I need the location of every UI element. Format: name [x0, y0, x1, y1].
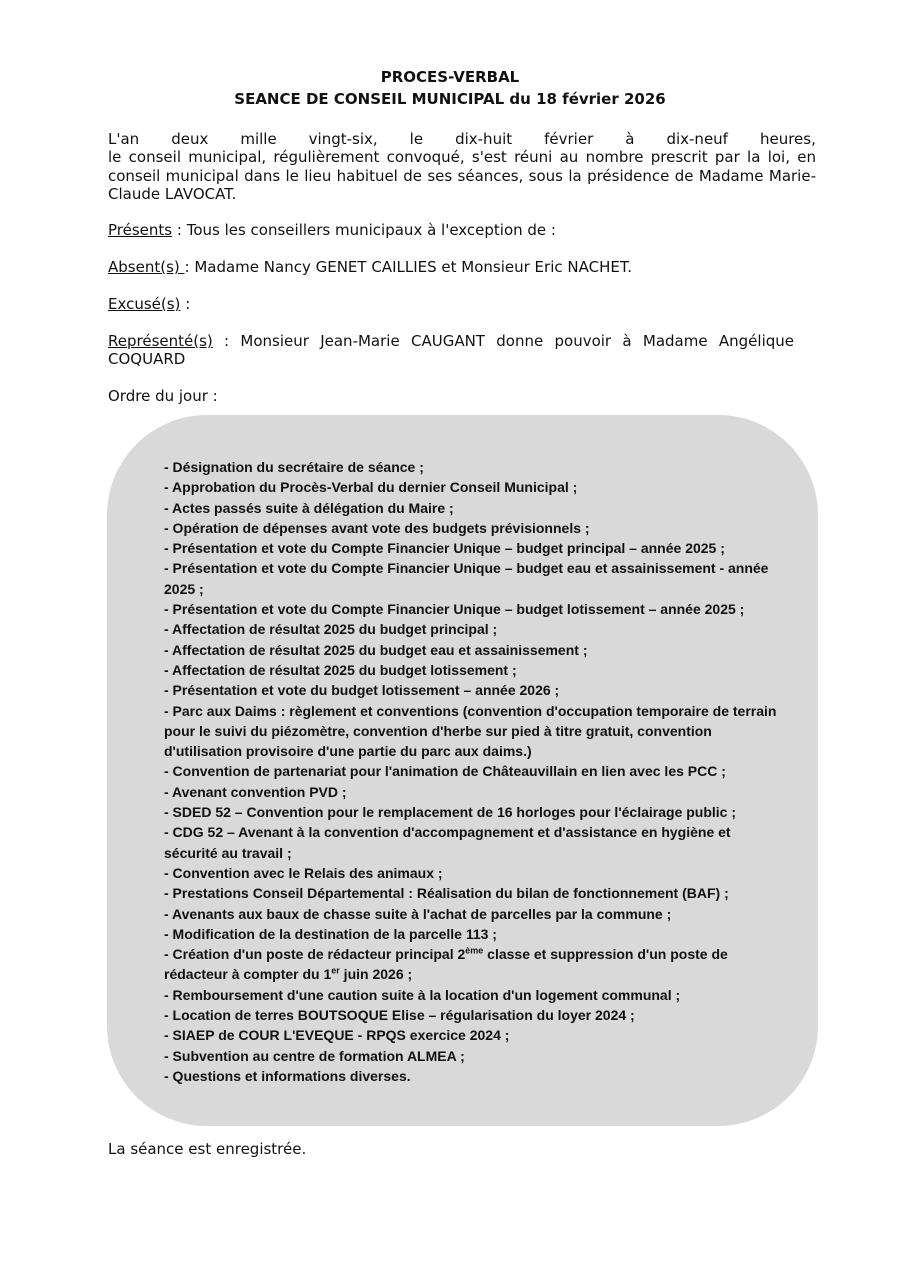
- agenda-item: - Parc aux Daims : règlement et conventions (convention d'occupation temporaire de terrain pour le suivi du piézomètre, convention d'herbe sur pied à titre gratuit, convention d'utilisation provisoire d'une partie du parc aux daims.): [164, 702, 777, 760]
- intro-paragraph: [108, 130, 816, 203]
- agenda-item: - Location de terres BOUTSOQUE Elise – régularisation du loyer 2024 ;: [164, 1007, 635, 1024]
- excuses-line: [108, 295, 798, 313]
- presents-line: [108, 221, 798, 239]
- intro-first-line: [108, 130, 816, 148]
- intro-word: dix-neuf: [666, 130, 728, 148]
- agenda-item: - Questions et informations diverses.: [164, 1067, 411, 1084]
- intro-word: février: [544, 130, 594, 148]
- closing-statement: La séance est enregistrée.: [108, 1140, 307, 1158]
- redacteur-text-3: juin 2026 ;: [339, 966, 413, 983]
- redacteur-text-1: - Création d'un poste de rédacteur principal 2: [164, 946, 466, 963]
- agenda-item: - Prestations Conseil Départemental : Réalisation du bilan de fonctionnement (BAF) ;: [164, 885, 729, 902]
- intro-rest: le conseil municipal, régulièrement convoqué, s'est réuni au nombre prescrit par la loi, en conseil municipal dans le lieu habituel de ses séances, sous la présidence de Madame Marie-Claude LAVOCAT.: [108, 148, 816, 203]
- intro-word: vingt-six,: [308, 130, 378, 148]
- presents-text: : Tous les conseillers municipaux à l'exception de :: [172, 221, 556, 239]
- representes-text: : Monsieur Jean-Marie CAUGANT donne pouvoir à Madame Angélique COQUARD: [108, 332, 794, 369]
- agenda-item: - Présentation et vote du Compte Financier Unique – budget eau et assainissement - année 2025 ;: [164, 560, 769, 597]
- agenda-item: - Remboursement d'une caution suite à la location d'un logement communal ;: [164, 986, 681, 1003]
- agenda-item: - Convention avec le Relais des animaux ;: [164, 864, 443, 881]
- intro-word: mille: [240, 130, 277, 148]
- agenda-item: - Avenant convention PVD ;: [164, 783, 347, 800]
- agenda-item: - Présentation et vote du Compte Financier Unique – budget lotissement – année 2025 ;: [164, 601, 745, 618]
- redacteur-text-2: classe et suppression d'un poste de rédacteur à compter du 1: [164, 946, 728, 983]
- agenda-item: - Avenants aux baux de chasse suite à l'achat de parcelles par la commune ;: [164, 905, 672, 922]
- intro-word: deux: [171, 130, 209, 148]
- agenda-item: - Affectation de résultat 2025 du budget principal ;: [164, 621, 498, 638]
- presents-label: Présents: [108, 221, 173, 239]
- agenda-item: - Présentation et vote du Compte Financier Unique – budget principal – année 2025 ;: [164, 540, 725, 557]
- absents-label: Absent(s): [108, 258, 185, 276]
- intro-word: dix-huit: [455, 130, 513, 148]
- redacteur-sup-2: er: [331, 965, 340, 976]
- agenda-item-redacteur: [164, 944, 784, 985]
- agenda-item: - Affectation de résultat 2025 du budget eau et assainissement ;: [164, 641, 588, 658]
- agenda-item: - SDED 52 – Convention pour le remplacement de 16 horloges pour l'éclairage public ;: [164, 804, 737, 821]
- agenda-list: [164, 457, 784, 1086]
- agenda-item: - Approbation du Procès-Verbal du dernier Conseil Municipal ;: [164, 479, 578, 496]
- excuses-text: :: [180, 295, 191, 313]
- agenda-item: - Affectation de résultat 2025 du budget lotissement ;: [164, 661, 517, 678]
- agenda-item: - Convention de partenariat pour l'animation de Châteauvillain en lien avec les PCC ;: [164, 763, 726, 780]
- redacteur-sup-1: ème: [465, 945, 484, 956]
- agenda-item: - Subvention au centre de formation ALMEA ;: [164, 1047, 465, 1064]
- agenda-item: - Présentation et vote du budget lotissement – année 2026 ;: [164, 682, 560, 699]
- agenda-item: - Actes passés suite à délégation du Maire ;: [164, 499, 454, 516]
- absents-line: [108, 258, 798, 276]
- intro-word: L'an: [108, 130, 140, 148]
- document-title: PROCES-VERBAL: [380, 68, 520, 86]
- ordre-du-jour-label: Ordre du jour :: [108, 387, 218, 405]
- agenda-item: - Modification de la destination de la parcelle 113 ;: [164, 925, 497, 942]
- agenda-item: - CDG 52 – Avenant à la convention d'accompagnement et d'assistance en hygiène et sécurité au travail ;: [164, 824, 731, 861]
- document-subtitle: SEANCE DE CONSEIL MUNICIPAL du 18 février 2026: [234, 90, 666, 108]
- representes-label: Représenté(s): [108, 332, 213, 350]
- agenda-item: - Opération de dépenses avant vote des budgets prévisionnels ;: [164, 519, 590, 536]
- excuses-label: Excusé(s): [108, 295, 181, 313]
- agenda-item: - Désignation du secrétaire de séance ;: [164, 459, 424, 475]
- absents-text: : Madame Nancy GENET CAILLIES et Monsieur Eric NACHET.: [184, 258, 632, 276]
- representes-line: [108, 332, 794, 369]
- intro-word: à: [625, 130, 635, 148]
- intro-word: heures,: [759, 130, 816, 148]
- intro-word: le: [409, 130, 424, 148]
- agenda-item: - SIAEP de COUR L'EVEQUE - RPQS exercice 2024 ;: [164, 1027, 510, 1044]
